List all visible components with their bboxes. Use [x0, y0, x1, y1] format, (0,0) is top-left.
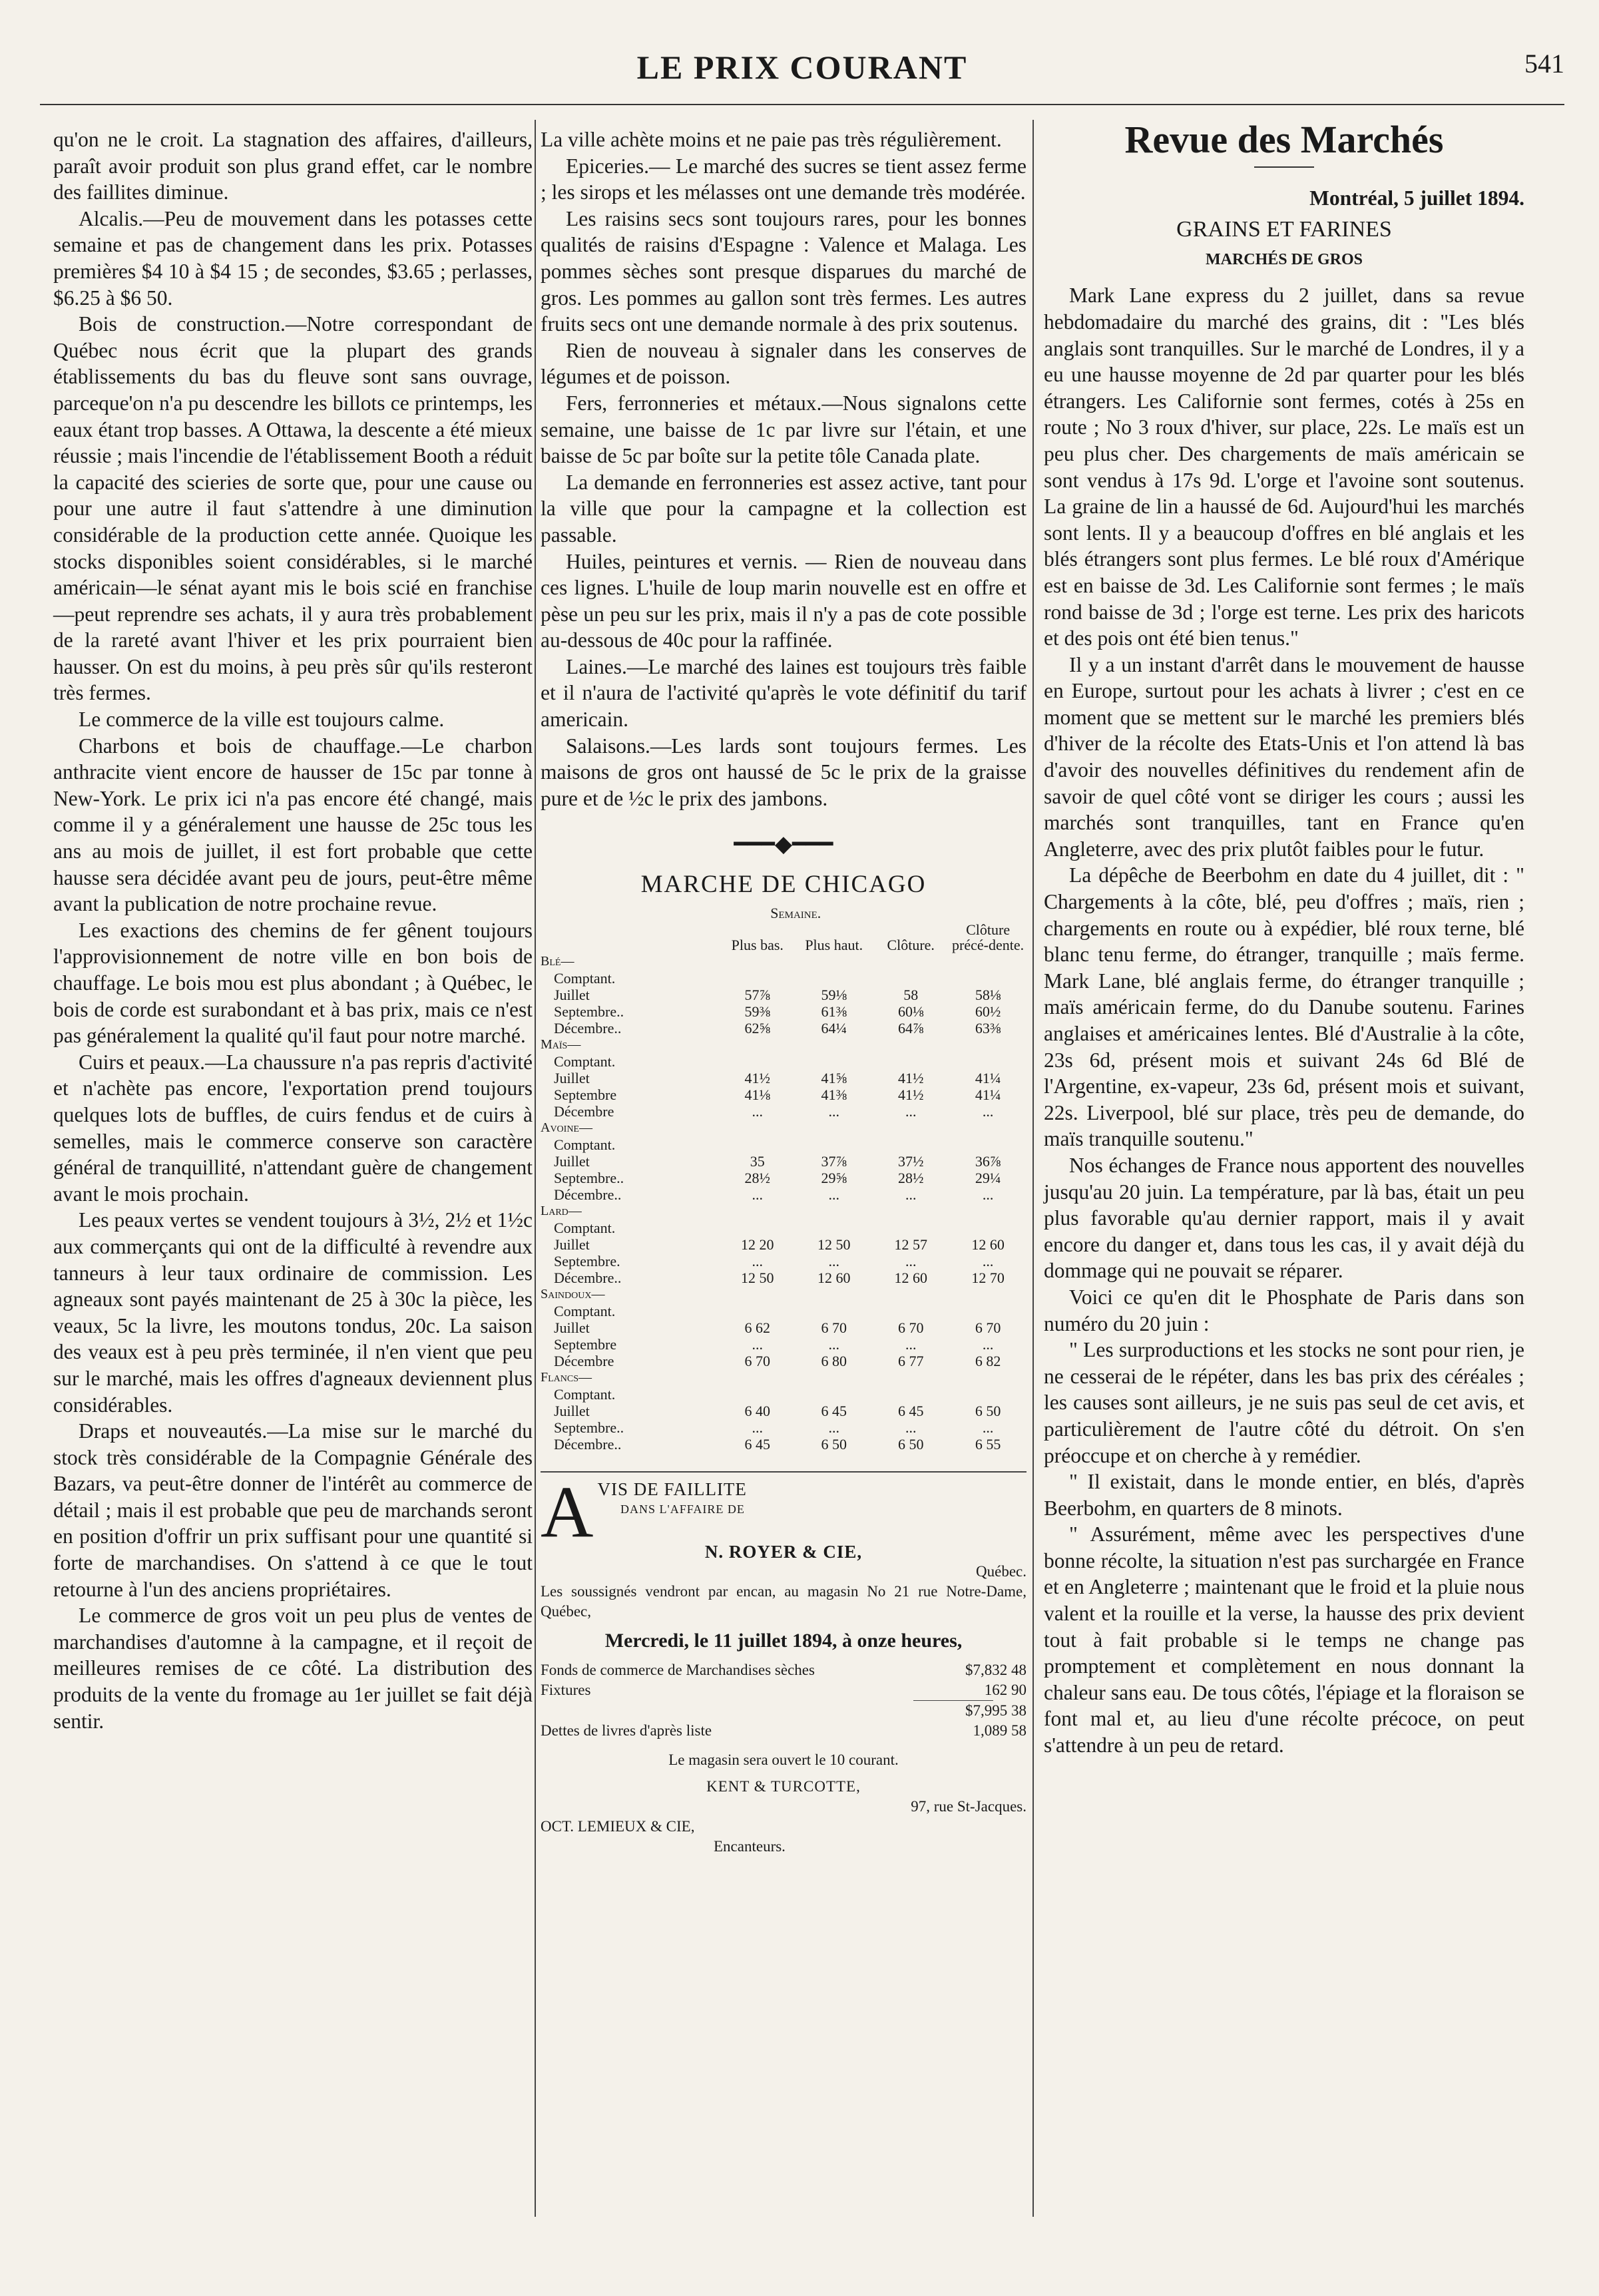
market-row: [541, 1253, 1027, 1269]
price-cell: 6 55: [975, 1435, 1001, 1453]
paragraph: Epiceries.— Le marché des sucres se tient assez ferme ; les sirops et les mélasses ont une demande très modérée.: [541, 154, 1027, 204]
period-label: Décembre..: [554, 1435, 622, 1453]
price-cell: [872, 1203, 949, 1220]
paragraph: " Assurément, même avec les perspectives d'une bonne récolte, la situation n'est pas surchargée en France et en Angleterre ; maintenant que le froid et la pluie nous valent et la rouille et la verse, la hausse des prix devient tout à fait probable si le temps ne change pas promptement et complètement en nous donnant la chaleur sans eau. De tous côtés, l'épiage et la floraison se font mal et, au lieu d'une récolte précoce, on peut s'attendre à un peu de retard.: [1044, 1522, 1524, 1757]
price-cell: [872, 1369, 949, 1386]
price-cell: 6 62: [744, 1319, 771, 1336]
price-cell: 29¼: [975, 1169, 1001, 1186]
dettes-label: Dettes de livres d'après liste: [541, 1722, 712, 1739]
col-header-plus-haut: Plus haut.: [805, 936, 863, 953]
price-cell: [949, 1053, 1027, 1070]
paragraph: Fers, ferronneries et métaux.—Nous signalons cette semaine, une baisse de 1c par livre sur l'étain, et une baisse de 5c par boîte sur la petite tôle Canada plate.: [541, 391, 1027, 468]
market-row: [541, 1403, 1027, 1419]
price-cell: [949, 1286, 1027, 1303]
signatory-1: KENT & TURCOTTE,: [706, 1777, 861, 1795]
market-row: [541, 1269, 1027, 1286]
notice-item: [541, 1660, 1027, 1680]
market-row: [541, 987, 1027, 1003]
price-cell: [719, 1286, 796, 1303]
market-row: [541, 1153, 1027, 1170]
price-cell: [949, 1369, 1027, 1386]
price-cell: 62⅝: [744, 1019, 771, 1036]
price-cell: [719, 1386, 796, 1403]
period-label: Septembre: [554, 1086, 617, 1103]
notice-city: Québec.: [976, 1562, 1027, 1580]
market-row: [541, 1053, 1027, 1070]
price-cell: 29⅝: [821, 1169, 847, 1186]
price-cell: 60⅛: [897, 1003, 924, 1020]
market-row: [541, 1070, 1027, 1086]
market-row: [541, 1136, 1027, 1153]
price-cell: [719, 970, 796, 987]
price-cell: [796, 1286, 872, 1303]
price-cell: 6 45: [744, 1435, 771, 1453]
period-label: Comptant.: [554, 1219, 616, 1236]
period-label: Juillet: [554, 1402, 590, 1419]
paragraph: Les peaux vertes se vendent toujours à 3½, 2½ et 1½c aux commerçants qui ont de la difficulté à revendre aux tanneurs à leur taux ordinaire de commission. Les agneaux sont payés maintenant de 25 à 30c la pièce, les veaux, 5c la livre, les moutons tondus, 20c. La saison des veaux est à peu près terminée, il n'en vient que peu sur le marché, mais les offres d'agneaux deviennent plus considérables.: [53, 1208, 533, 1417]
col-header-cloture: Clôture.: [887, 936, 935, 953]
price-cell: [796, 1386, 872, 1403]
price-cell: [949, 1220, 1027, 1236]
price-cell: [949, 1203, 1027, 1220]
market-row: [541, 1369, 1027, 1386]
market-row: [541, 1203, 1027, 1220]
market-row: [541, 1303, 1027, 1319]
price-cell: 6 80: [821, 1352, 847, 1369]
publication-title: LE PRIX COURANT: [636, 49, 968, 86]
price-cell: 60½: [975, 1003, 1001, 1020]
period-label: Septembre..: [554, 1419, 624, 1436]
price-cell: 57⅞: [744, 986, 771, 1003]
price-cell: [796, 953, 872, 970]
price-cell: 41¼: [975, 1086, 1001, 1103]
market-row: [541, 1236, 1027, 1253]
price-cell: 36⅞: [975, 1152, 1001, 1170]
price-cell: [796, 1369, 872, 1386]
market-row: [541, 1386, 1027, 1403]
notice-item: [541, 1680, 1027, 1700]
price-cell: [796, 1053, 872, 1070]
paragraph: Huiles, peintures et vernis. — Rien de nouveau dans ces lignes. L'huile de loup marin nouvelle est en offre et pèse un peu sur les prix, mais il n'y a pas de cote possible au-dessous de 40c pour la raffinée.: [541, 549, 1027, 652]
price-cell: 6 77: [897, 1352, 924, 1369]
price-cell: ...: [828, 1335, 839, 1353]
item-amount: $7,832 48: [965, 1661, 1027, 1678]
price-cell: 59⅜: [744, 1003, 771, 1020]
price-cell: 59⅛: [821, 986, 847, 1003]
price-cell: 63⅜: [975, 1019, 1001, 1036]
paragraph: Il y a un instant d'arrêt dans le mouvement de hausse en Europe, surtout pour les achats à livrer ; c'est en ce moment que se mettent sur le marché les premiers blés d'hiver de la récolte des Etats-Unis et l'on attend là bas d'avoir des nouvelles définitives du rendement afin de savoir de quel côté vont se diriger les cours ; aussi les marchés sont tranquilles, tant en France qu'en Angleterre, avec des prix plutôt faibles pour le futur.: [1044, 652, 1524, 861]
market-row: [541, 1336, 1027, 1353]
period-label: Décembre..: [554, 1186, 622, 1203]
price-cell: [872, 1053, 949, 1070]
price-cell: 6 40: [744, 1402, 771, 1419]
period-label: Comptant.: [554, 1385, 616, 1403]
price-cell: [872, 1036, 949, 1053]
price-cell: 35: [750, 1152, 765, 1170]
signatory-1-address: 97, rue St-Jacques.: [911, 1797, 1027, 1815]
page-number: 541: [1524, 49, 1564, 79]
price-cell: 12 60: [817, 1269, 851, 1286]
market-row: [541, 1036, 1027, 1053]
price-cell: 6 82: [975, 1352, 1001, 1369]
price-cell: ...: [982, 1186, 994, 1203]
period-label: Juillet: [554, 1319, 590, 1336]
period-label: Décembre: [554, 1102, 614, 1120]
price-cell: [796, 1203, 872, 1220]
price-cell: 6 50: [975, 1402, 1001, 1419]
paragraph: Rien de nouveau à signaler dans les conserves de légumes et de poisson.: [541, 338, 1027, 389]
market-row: [541, 1003, 1027, 1020]
period-label: Septembre..: [554, 1169, 624, 1186]
price-cell: [719, 1136, 796, 1153]
ornament-divider: ━━━◆━━━: [734, 832, 833, 857]
price-cell: 6 50: [897, 1435, 924, 1453]
price-cell: 28½: [744, 1169, 771, 1186]
period-label: Comptant.: [554, 1052, 616, 1070]
period-label: Comptant.: [554, 1136, 616, 1153]
price-cell: ...: [905, 1252, 917, 1269]
price-cell: 12 60: [971, 1236, 1005, 1253]
paragraph: Charbons et bois de chauffage.—Le charbon anthracite vient encore de hausser de 15c par tonne à New-York. Le prix ici n'a pas encore été changé, mais comme il y a généralement une hausse de 25c tous les ans au mois de juillet, il est fort probable que cette hausse sera décidée avant peu de jours, peut-être même avant la publication de notre prochaine revue.: [53, 734, 533, 916]
price-cell: 41¼: [975, 1069, 1001, 1086]
market-row: [541, 1220, 1027, 1236]
paragraph: Le commerce de la ville est toujours calme.: [79, 708, 445, 732]
price-cell: 64⅞: [897, 1019, 924, 1036]
price-cell: ...: [752, 1335, 764, 1353]
price-cell: [949, 1386, 1027, 1403]
price-cell: 41½: [897, 1069, 924, 1086]
price-cell: [872, 970, 949, 987]
price-cell: 12 70: [971, 1269, 1005, 1286]
paragraph: Bois de construction.—Notre correspondant de Québec nous écrit que la plupart des grands établissements du bas du fleuve sont sans ouvrage, parceque'on n'a pu descendre les billots ce printemps, les eaux étant trop basses. A Ottawa, la descente a été mieux réussie ; mais l'incendie de l'établissement Booth a réduit la capacité des scieries de sorte que, pour une cause ou pour une autre il faut s'attendre à une diminution considérable de la production cette année. Quoique les stocks disponibles soient considérables, si le marché américain—le sénat ayant mis le bois scié en franchise—peut reprendre ses achats, il y aura très probablement de la rareté avant l'hiver et les prix pourraient bien hausser. On est du moins, à peu près sûr qu'ils resteront très fermes.: [53, 312, 533, 705]
market-row: [541, 1353, 1027, 1369]
notice-company: N. ROYER & CIE,: [704, 1541, 863, 1562]
market-row: [541, 953, 1027, 970]
paragraph: La ville achète moins et ne paie pas très régulièrement.: [541, 128, 1002, 151]
period-label: Comptant.: [554, 1302, 616, 1319]
price-cell: 37⅞: [821, 1152, 847, 1170]
drop-cap: A: [541, 1471, 594, 1552]
price-cell: ...: [828, 1186, 839, 1203]
price-cell: ...: [828, 1419, 839, 1436]
price-cell: ...: [752, 1102, 764, 1120]
price-cell: [949, 1036, 1027, 1053]
price-cell: [719, 1120, 796, 1136]
price-cell: [872, 1386, 949, 1403]
semaine-header: Semaine.: [770, 904, 821, 921]
price-cell: [872, 1120, 949, 1136]
period-label: Juillet: [554, 1152, 590, 1170]
paragraph: " Il existait, dans le monde entier, en blés, d'après Beerbohm, en quarters de 8 minots.: [1044, 1470, 1524, 1520]
item-label: Fonds de commerce de Marchandises sèches: [541, 1661, 815, 1678]
price-cell: 6 70: [897, 1319, 924, 1336]
col-header-plus-bas: Plus bas.: [731, 936, 784, 953]
price-cell: 28½: [897, 1169, 924, 1186]
item-label: Fixtures: [541, 1681, 591, 1698]
price-cell: [872, 1136, 949, 1153]
price-cell: ...: [982, 1335, 994, 1353]
commodity-label: Maïs—: [541, 1036, 581, 1052]
market-row: [541, 1286, 1027, 1303]
price-cell: 58: [903, 986, 919, 1003]
price-cell: ...: [982, 1102, 994, 1120]
page-header: [40, 41, 1564, 95]
price-cell: [719, 1203, 796, 1220]
price-cell: [796, 970, 872, 987]
market-row: [541, 1170, 1027, 1186]
market-row: [541, 970, 1027, 987]
period-label: Septembre: [554, 1335, 617, 1353]
section-title: Revue des Marchés: [1124, 118, 1444, 161]
commodity-label: Saindoux—: [541, 1286, 605, 1301]
price-cell: [719, 1036, 796, 1053]
notice-subtotal: $7,995 38: [965, 1702, 1027, 1719]
period-label: Juillet: [554, 1069, 590, 1086]
period-label: Décembre..: [554, 1269, 622, 1286]
paragraph: qu'on ne le croit. La stagnation des affaires, d'ailleurs, paraît avoir produit son plus grand effet, car le nombre des faillites diminue.: [53, 128, 533, 204]
market-title: MARCHE DE CHICAGO: [640, 871, 927, 899]
price-cell: [872, 1303, 949, 1319]
subsection-heading: MARCHÉS DE GROS: [1205, 250, 1363, 268]
price-cell: 6 45: [897, 1402, 924, 1419]
paragraph: Les raisins secs sont toujours rares, pour les bonnes qualités de raisins d'Espagne : Valence et Malaga. Les pommes sèches sont presque disparues du marché de gros. Les pommes au gallon sont très fermes. Les autres fruits secs ont une demande normale à des prix soutenus.: [541, 206, 1027, 336]
price-cell: 12 50: [817, 1236, 851, 1253]
paragraph: Cuirs et peaux.—La chaussure n'a pas repris d'activité et n'achète pas encore, l'exportation prend toujours quelques lots de buffles, de cuirs fendus et de cuirs à semelles, mais le commerce conserve son caractère général de tranquillité, n'attendant guère de changement avant le mois prochain.: [53, 1050, 533, 1206]
price-cell: [719, 1053, 796, 1070]
price-cell: ...: [828, 1252, 839, 1269]
notice-subtitle: DANS L'AFFAIRE DE: [620, 1502, 745, 1516]
price-cell: 6 50: [821, 1435, 847, 1453]
price-cell: [949, 1303, 1027, 1319]
price-cell: 12 50: [741, 1269, 774, 1286]
column-divider: [1032, 120, 1034, 2217]
column-3: [1044, 118, 1524, 1759]
market-row: [541, 1120, 1027, 1136]
price-cell: [796, 1220, 872, 1236]
price-cell: [949, 953, 1027, 970]
price-cell: 6 70: [744, 1352, 771, 1369]
price-cell: [872, 1220, 949, 1236]
paragraph: " Les surproductions et les stocks ne sont pour rien, je ne cesserai de le répéter, dans les bas prix des céréales ; les causes sont ailleurs, je ne suis pas seul de cet avis, et particulièrement de l'autre côté du détroit. On s'en préoccupe et on cherche à y remédier.: [1044, 1338, 1524, 1467]
price-cell: [796, 1303, 872, 1319]
price-cell: ...: [982, 1419, 994, 1436]
market-row: [541, 1436, 1027, 1453]
notice-dettes: [541, 1721, 1027, 1741]
price-cell: 41⅝: [821, 1069, 847, 1086]
price-cell: 12 57: [894, 1236, 927, 1253]
price-cell: 58⅛: [975, 986, 1001, 1003]
price-cell: 6 70: [821, 1319, 847, 1336]
item-amount: 162 90: [984, 1681, 1027, 1698]
notice-date: Mercredi, le 11 juillet 1894, à onze heures,: [604, 1629, 963, 1652]
price-cell: [872, 953, 949, 970]
period-label: Septembre.: [554, 1252, 620, 1269]
paragraph: Voici ce qu'en dit le Phosphate de Paris dans son numéro du 20 juin :: [1044, 1285, 1524, 1335]
paragraph: Les exactions des chemins de fer gênent toujours l'approvisionnement de notre ville en bon bois de chauffage. Le bois mou est plus abondant ; à Québec, le bois de corde est surabondant et à bas prix, mais ce n'est pas généralement la qualité qu'il faut pour notre marché.: [53, 918, 533, 1048]
commodity-label: Lard—: [541, 1203, 582, 1218]
market-row: [541, 1086, 1027, 1103]
price-cell: 41⅜: [821, 1086, 847, 1103]
price-cell: ...: [752, 1186, 764, 1203]
section-heading: GRAINS ET FARINES: [1176, 217, 1392, 242]
price-cell: ...: [905, 1186, 917, 1203]
paragraph: Draps et nouveautés.—La mise sur le marché du stock très considérable de la Compagnie Générale des Bazars, va peut-être donner de l'intérêt au commerce de détail ; mais il est probable que peu de marchands seront en position d'offrir un prix suffisant pour une quantité si forte de marchandises. On s'attend à ce que le tout retourne à l'un des anciens propriétaires.: [53, 1419, 533, 1601]
market-row: [541, 1186, 1027, 1203]
dettes-amount: 1,089 58: [973, 1722, 1027, 1739]
price-cell: ...: [752, 1252, 764, 1269]
price-cell: [872, 1286, 949, 1303]
price-cell: ...: [905, 1419, 917, 1436]
column-divider: [535, 120, 536, 2217]
price-cell: 12 60: [894, 1269, 927, 1286]
market-row: [541, 1020, 1027, 1036]
price-cell: 6 45: [821, 1402, 847, 1419]
paragraph: La dépêche de Beerbohm en date du 4 juillet, dit : " Chargements à la côte, blé, peu d'offres ; maïs, rien ; chargements en route ou à expédier, blé roux terne, blé blanc tenu ferme, do étranger, tranquille ; maïs ferme. Mark Lane, blé anglais ferme, do étranger tranquille ; maïs américain ferme, do du Danube soutenu. Farines anglaises et américaines lentes. Blé d'Australie à la côte, 23s 6d, présent mois et suivant 24s 6d Blé de l'Argentine, ex-vapeur, 23s 6d, présent mois et suivant, 22s. Liverpool, blé sur place, très peu de demande, do maïs tranquille soutenu.": [1044, 863, 1524, 1151]
price-cell: [796, 1136, 872, 1153]
bankruptcy-notice: [541, 1471, 1027, 1857]
dateline: Montréal, 5 juillet 1894.: [1309, 186, 1524, 210]
price-cell: 37½: [897, 1152, 924, 1170]
price-cell: 41⅛: [744, 1086, 771, 1103]
price-cell: 41½: [897, 1086, 924, 1103]
price-cell: [719, 1369, 796, 1386]
paragraph: Nos échanges de France nous apportent des nouvelles jusqu'au 20 juin. La température, par là bas, était un peu plus favorable qu'au dernier rapport, mais il y avait encore du danger et, dans tous les cas, il y avait déjà du dommage qui ne pouvait se réparer.: [1044, 1153, 1524, 1283]
commodity-label: Avoine—: [541, 1120, 592, 1135]
period-label: Juillet: [554, 1236, 590, 1253]
paragraph: La demande en ferronneries est assez active, tant pour la ville que pour la campagne et la collection est passable.: [541, 470, 1027, 547]
period-label: Décembre..: [554, 1019, 622, 1036]
price-cell: [719, 1220, 796, 1236]
notice-note: Le magasin sera ouvert le 10 courant.: [668, 1751, 899, 1768]
price-cell: 61⅜: [821, 1003, 847, 1020]
price-cell: [719, 1303, 796, 1319]
period-label: Juillet: [554, 986, 590, 1003]
price-cell: ...: [905, 1102, 917, 1120]
period-label: Comptant.: [554, 969, 616, 987]
price-cell: 41½: [744, 1069, 771, 1086]
price-cell: [949, 970, 1027, 987]
price-cell: ...: [905, 1335, 917, 1353]
price-cell: 12 20: [741, 1236, 774, 1253]
paragraph: Alcalis.—Peu de mouvement dans les potasses cette semaine et pas de changement dans les prix. Potasses premières $4 10 à $4 15 ; de secondes, $3.65 ; perlasses, $6.25 à $6 50.: [53, 206, 533, 310]
price-cell: ...: [982, 1252, 994, 1269]
paragraph: Salaisons.—Les lards sont toujours fermes. Les maisons de gros ont haussé de 5c le prix de la graisse pure et de ½c le prix des jambons.: [541, 734, 1027, 810]
period-label: Septembre..: [554, 1003, 624, 1020]
price-cell: 64¼: [821, 1019, 847, 1036]
price-cell: 6 70: [975, 1319, 1001, 1336]
paragraph: Mark Lane express du 2 juillet, dans sa revue hebdomadaire du marché des grains, dit : "Les blés anglais sont tranquilles. Sur le marché de Londres, il y a eu une hausse moyenne de 2d par quarter pour les blés étrangers. Les Californie sont fermes, cotés à 25s en route ; No 3 roux d'hiver, sur place, 22s. Le maïs est un peu plus cher. Des chargements de maïs américain se sont vendus à 17s 9d. L'orge et l'avoine sont soutenus. La graine de lin a haussé de 6d. Aujourd'hui les marchés sont lents. Il y a beaucoup d'offres en blé anglais et les blés étrangers sont plus fermes. Le blé roux d'Amérique est en baisse de 3d. Les Californie sont fermes ; le maïs rond baisse de 3d ; l'orge est terne. Les prix des haricots et des pois ont été bien tenus.": [1044, 284, 1524, 650]
signatory-2-role: Encanteurs.: [714, 1837, 786, 1855]
price-cell: [719, 953, 796, 970]
notice-title: VIS DE FAILLITE: [597, 1479, 747, 1499]
chicago-market-table: [541, 905, 1027, 1453]
column-1: [53, 126, 533, 1734]
market-row: [541, 1419, 1027, 1436]
price-cell: [796, 1120, 872, 1136]
title-rule: [1254, 166, 1314, 168]
price-cell: [796, 1036, 872, 1053]
market-row: [541, 1103, 1027, 1120]
period-label: Décembre: [554, 1352, 614, 1369]
price-cell: ...: [752, 1419, 764, 1436]
market-row: [541, 1319, 1027, 1336]
price-cell: [949, 1136, 1027, 1153]
col-header-cloture-precedente: Clôture précé-dente.: [952, 921, 1025, 953]
header-rule: [40, 104, 1564, 105]
paragraph: Laines.—Le marché des laines est toujours très faible et il n'aura de l'activité qu'après le vote définitif du tarif americain.: [541, 654, 1027, 732]
column-2: [541, 126, 1027, 1857]
notice-text: Les soussignés vendront par encan, au magasin No 21 rue Notre-Dame, Québec,: [541, 1582, 1027, 1620]
price-cell: [949, 1120, 1027, 1136]
price-cell: ...: [828, 1102, 839, 1120]
commodity-label: Flancs—: [541, 1369, 592, 1385]
paragraph: Le commerce de gros voit un peu plus de ventes de marchandises d'automne à la campagne, et il reçoit de meilleures remises de ce côté. La distribution des produits de la vente du fromage au 1er juillet se fait déjà sentir.: [53, 1604, 533, 1733]
signatory-2: OCT. LEMIEUX & CIE,: [541, 1817, 695, 1835]
commodity-label: Blé—: [541, 953, 574, 969]
